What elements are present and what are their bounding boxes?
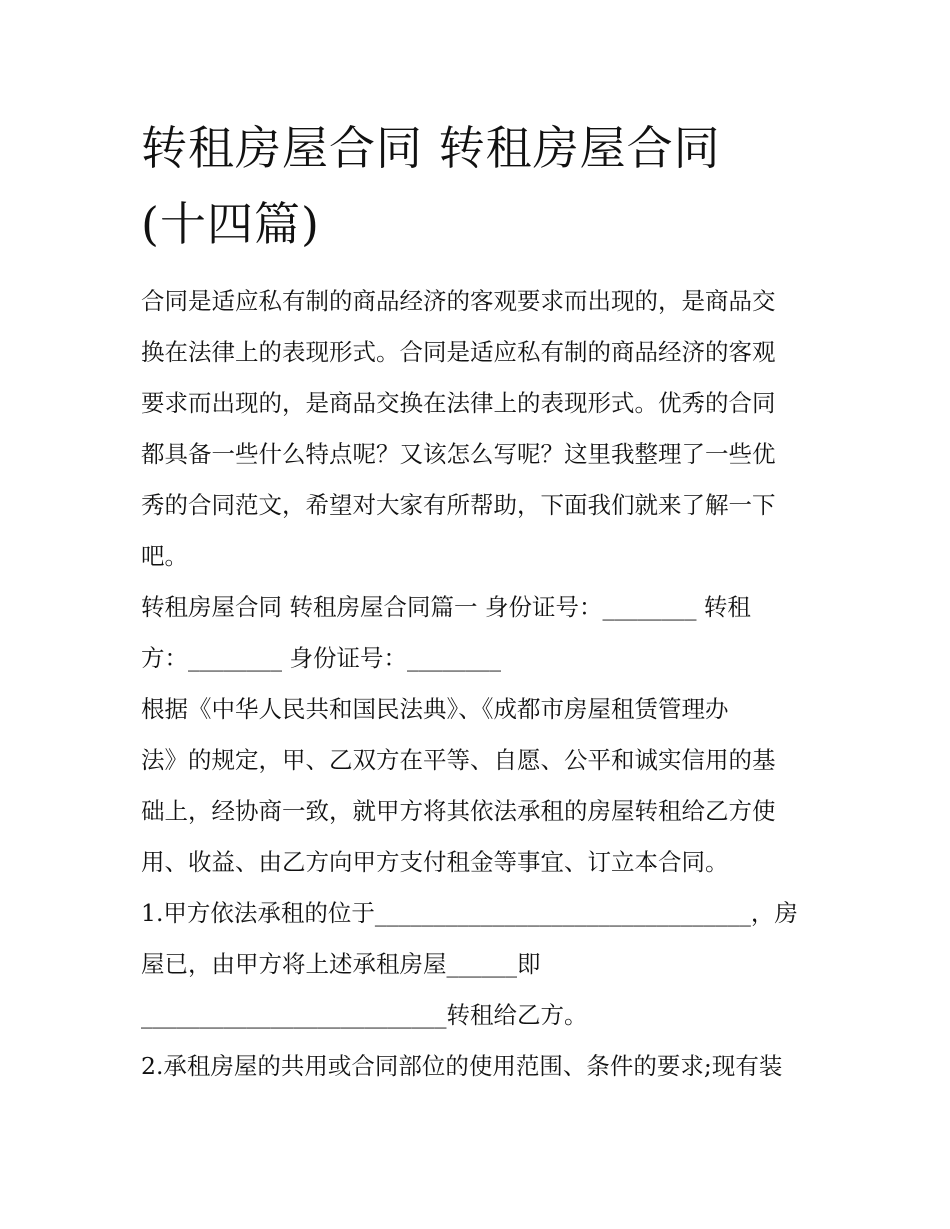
document-title [141, 110, 821, 262]
intro-line-2: 换在法律上的表现形式。合同是适应私有制的商品经济的客观 [141, 338, 776, 366]
preamble-line-2: 法》的规定，甲、乙双方在平等、自愿、公平和诚实信用的基 [141, 746, 776, 774]
contract-header-line-2: 方：________ 身份证号：________ [141, 644, 501, 672]
document-body [141, 276, 821, 1092]
clause-2-line-1: 2.承租房屋的共用或合同部位的使用范围、条件的要求;现有装 [141, 1052, 783, 1080]
intro-line-5: 秀的合同范文，希望对大家有所帮助，下面我们就来了解一下 [141, 491, 776, 519]
intro-line-3: 要求而出现的，是商品交换在法律上的表现形式。优秀的合同 [141, 389, 776, 417]
title-line-1: 转租房屋合同 转租房屋合同 [141, 121, 721, 175]
clause-1-line-1: 1.甲方依法承租的位于________________________________，房 [141, 899, 798, 927]
intro-line-1: 合同是适应私有制的商品经济的客观要求而出现的，是商品交 [141, 287, 776, 315]
preamble-line-3: 础上，经协商一致，就甲方将其依法承租的房屋转租给乙方使 [141, 797, 776, 825]
title-line-2: (十四篇) [141, 197, 320, 251]
preamble-line-1: 根据《中华人民共和国民法典》、《成都市房屋租赁管理办 [141, 695, 729, 723]
clause-1-line-2: 屋已，由甲方将上述承租房屋______即 [141, 950, 541, 978]
intro-line-4: 都具备一些什么特点呢？又该怎么写呢？这里我整理了一些优 [141, 440, 776, 468]
clause-1-line-3: __________________________转租给乙方。 [141, 1001, 588, 1029]
intro-line-6: 吧。 [141, 542, 188, 570]
preamble-line-4: 用、收益、由乙方向甲方支付租金等事宜、订立本合同。 [141, 848, 729, 876]
contract-header-line-1: 转租房屋合同 转租房屋合同篇一 身份证号：________ 转租 [141, 593, 751, 621]
